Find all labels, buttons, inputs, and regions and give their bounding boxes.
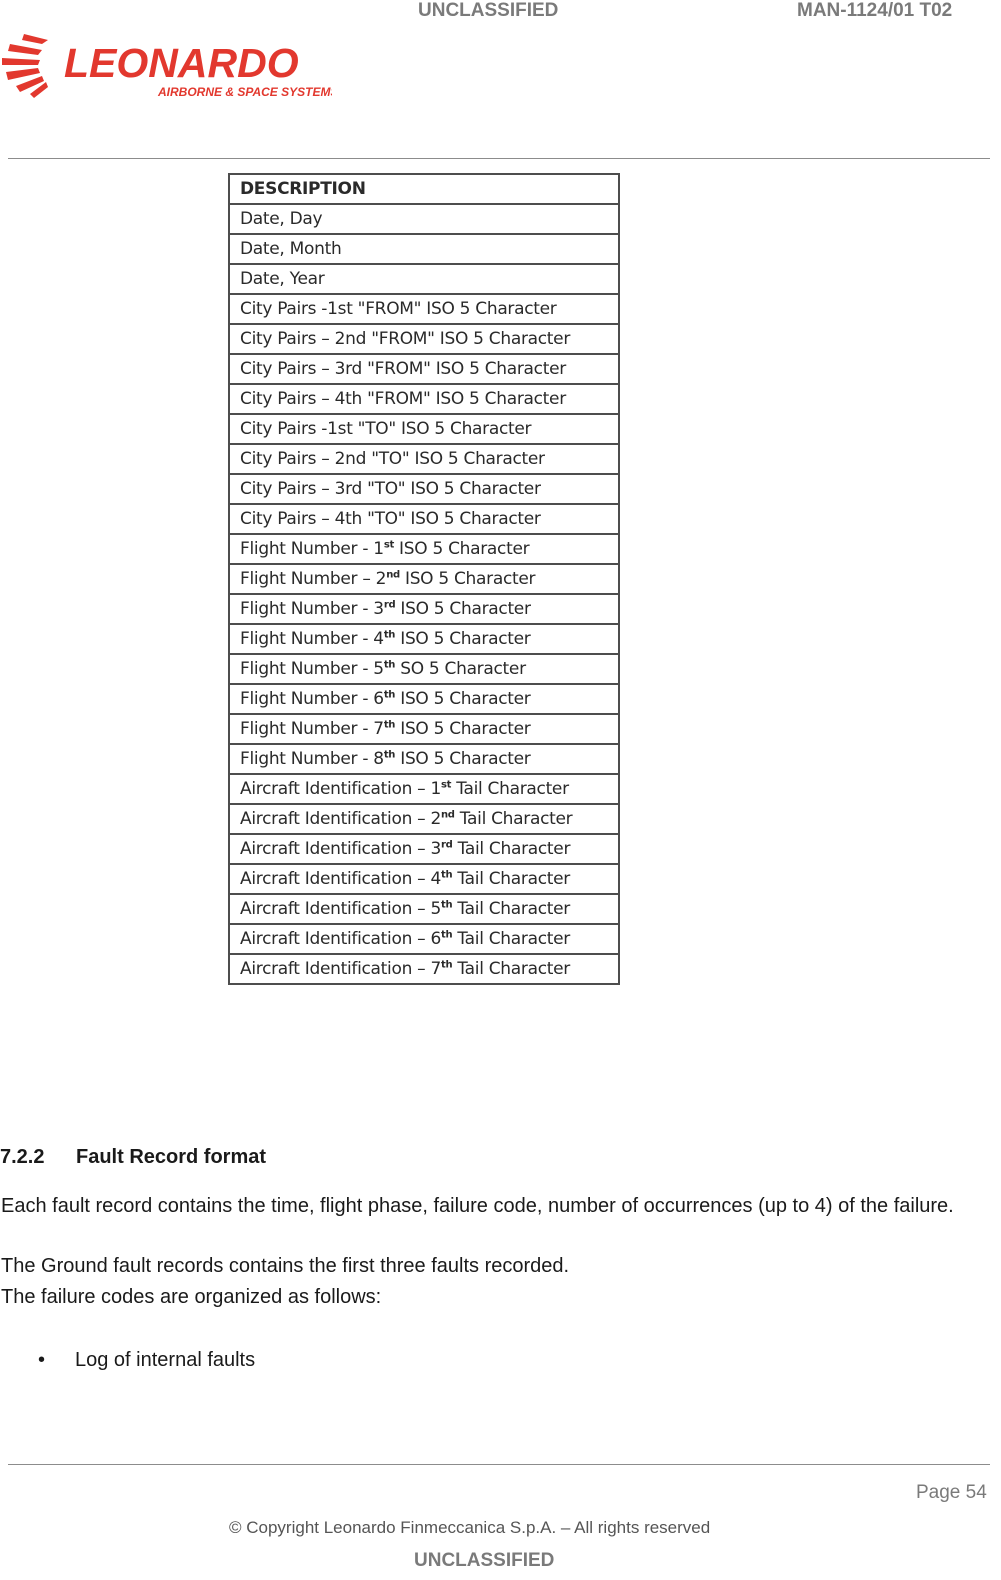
table-row [229,474,619,504]
description-text: City Pairs – 2nd "FROM" ISO 5 Character [240,329,571,349]
description-text: Flight Number - 8 [240,749,384,769]
description-text-suffix: Tail Character [454,809,573,829]
table-row [229,804,619,834]
description-text: City Pairs – 3rd "FROM" ISO 5 Character [240,359,566,379]
footer-divider [8,1464,990,1465]
table-row [229,384,619,414]
description-text: Aircraft Identification – 7 [240,959,441,979]
description-text-suffix: Tail Character [452,869,570,889]
ordinal-suffix: th [383,749,396,761]
logo-wordmark: LEONARDO [64,40,299,86]
table-row [229,264,619,294]
table-cell-description [229,564,619,594]
table-row [229,444,619,474]
leonardo-logo [2,30,332,102]
table-row [229,204,619,234]
table-row [229,624,619,654]
table-row [229,834,619,864]
table-row [229,744,619,774]
section-title: Fault Record format [76,1146,267,1168]
description-text-suffix: Tail Character [452,839,571,859]
description-text-suffix: ISO 5 Character [399,569,536,589]
description-text: Flight Number - 7 [240,719,384,739]
table-cell-description [229,204,619,234]
description-text: City Pairs – 4th "TO" ISO 5 Character [240,509,541,529]
description-text-suffix: SO 5 Character [395,659,526,679]
description-text-suffix: ISO 5 Character [395,719,531,739]
table-cell-description [229,864,619,894]
table-row [229,864,619,894]
table-cell-description [229,324,619,354]
description-text: Flight Number - 4 [240,629,384,649]
ordinal-suffix: th [440,959,453,971]
table-header-description: DESCRIPTION [229,174,619,204]
description-text: Flight Number - 1 [240,539,384,559]
description-text: Aircraft Identification – 3 [240,839,441,859]
table-row [229,294,619,324]
table-cell-description [229,624,619,654]
ordinal-suffix: th [440,899,453,911]
table-cell-description [229,444,619,474]
ordinal-suffix: th [383,629,396,641]
ordinal-suffix: st [383,539,394,551]
table-row [229,594,619,624]
description-text: Aircraft Identification – 1 [240,779,441,799]
description-text: Flight Number – 2 [240,569,387,589]
table-cell-description [229,894,619,924]
description-text: Flight Number - 6 [240,689,384,709]
logo-subtitle: AIRBORNE & SPACE SYSTEMS [158,85,332,99]
description-text: Aircraft Identification – 2 [240,809,441,829]
copyright-notice: © Copyright Leonardo Finmeccanica S.p.A. – All rights reserved [229,1518,711,1537]
table-row [229,684,619,714]
header-classification: UNCLASSIFIED [418,0,559,21]
ordinal-suffix: nd [386,569,400,581]
ordinal-suffix: th [440,869,453,881]
description-text: Date, Day [240,209,323,229]
table-cell-description [229,954,619,984]
description-text: Date, Month [240,239,342,259]
ordinal-suffix: th [440,929,453,941]
description-text-suffix: ISO 5 Character [395,599,531,619]
paragraph-failure-codes: The failure codes are organized as follows: [1,1286,382,1308]
table-cell-description [229,774,619,804]
description-text-suffix: Tail Character [451,779,569,799]
table-cell-description [229,684,619,714]
table-row [229,954,619,984]
description-text: Flight Number - 3 [240,599,384,619]
table-row [229,324,619,354]
table-cell-description [229,264,619,294]
table-row [229,234,619,264]
description-text-suffix: ISO 5 Character [395,629,531,649]
table-row [229,504,619,534]
bullet-item-internal-faults: Log of internal faults [75,1349,256,1371]
ordinal-suffix: th [383,719,396,731]
description-text-suffix: ISO 5 Character [395,749,531,769]
table-row [229,774,619,804]
description-text: City Pairs -1st "TO" ISO 5 Character [240,419,532,439]
description-text: Aircraft Identification – 6 [240,929,441,949]
table-row [229,534,619,564]
description-text: Flight Number - 5 [240,659,384,679]
ordinal-suffix: nd [440,809,455,821]
table-cell-description [229,924,619,954]
table-cell-description [229,594,619,624]
description-text: Aircraft Identification – 4 [240,869,441,889]
table-cell-description [229,294,619,324]
table-row [229,414,619,444]
document-id: MAN-1124/01 T02 [797,0,953,21]
page-number: Page 54 [916,1482,987,1503]
ordinal-suffix: th [383,689,396,701]
header-divider [8,158,990,159]
description-text-suffix: ISO 5 Character [393,539,530,559]
description-text: City Pairs – 3rd "TO" ISO 5 Character [240,479,541,499]
ordinal-suffix: th [383,659,396,671]
leonardo-logo-icon [2,30,332,102]
description-table-body [229,204,619,984]
table-cell-description [229,534,619,564]
table-cell-description [229,654,619,684]
description-text: Date, Year [240,269,325,289]
table-cell-description [229,474,619,504]
description-table [228,173,620,985]
description-text-suffix: Tail Character [452,959,570,979]
table-row [229,654,619,684]
table-cell-description [229,744,619,774]
table-row [229,714,619,744]
table-cell-description [229,714,619,744]
description-text-suffix: Tail Character [452,899,570,919]
table-row [229,894,619,924]
table-row [229,924,619,954]
ordinal-suffix: st [440,779,452,791]
table-row [229,564,619,594]
ordinal-suffix: rd [383,599,396,611]
footer-classification: UNCLASSIFIED [414,1550,555,1571]
table-cell-description [229,354,619,384]
table-cell-description [229,834,619,864]
description-text-suffix: Tail Character [452,929,570,949]
table-cell-description [229,414,619,444]
description-text: Aircraft Identification – 5 [240,899,441,919]
description-text: City Pairs – 2nd "TO" ISO 5 Character [240,449,545,469]
bullet-icon: • [38,1349,46,1371]
ordinal-suffix: rd [440,839,453,851]
description-text-suffix: ISO 5 Character [395,689,531,709]
table-cell-description [229,234,619,264]
paragraph-ground-faults: The Ground fault records contains the first three faults recorded. [1,1255,570,1277]
description-text: City Pairs -1st "FROM" ISO 5 Character [240,299,557,319]
paragraph-fault-record: Each fault record contains the time, flight phase, failure code, number of occurrences (up to 4) of the failure. [1,1195,954,1217]
section-number: 7.2.2 [0,1146,45,1168]
table-cell-description [229,504,619,534]
description-text: City Pairs – 4th "FROM" ISO 5 Character [240,389,566,409]
table-row [229,354,619,384]
table-cell-description [229,804,619,834]
table-cell-description [229,384,619,414]
